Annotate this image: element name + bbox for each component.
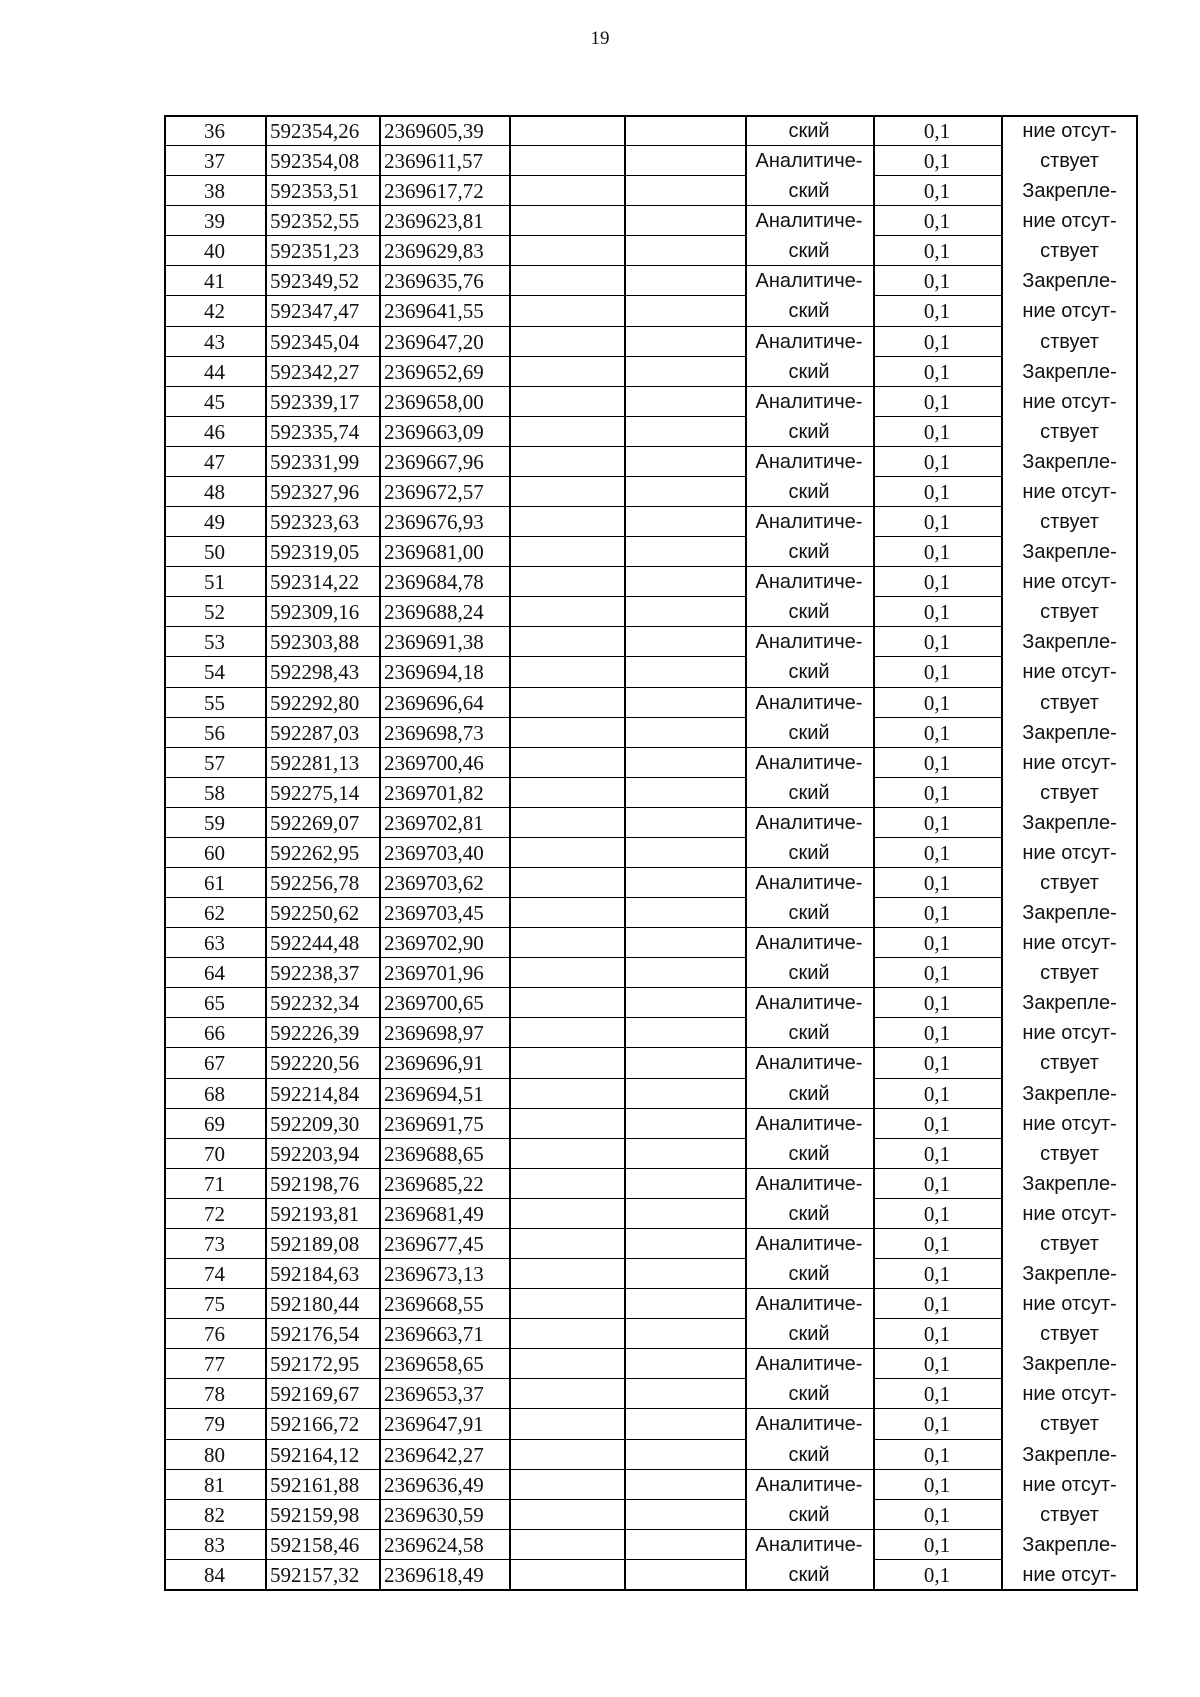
accuracy-value: 0,1 (923, 269, 951, 293)
description-text: Закрепле- (1022, 541, 1117, 563)
point-number: 76 (204, 1322, 225, 1346)
description-text: Закрепле- (1022, 722, 1117, 744)
point-number: 40 (204, 239, 225, 263)
method-text: ский (788, 120, 830, 142)
point-number: 51 (204, 570, 225, 594)
description-text: Закрепле- (1022, 812, 1117, 834)
method-text: ский (788, 1143, 830, 1165)
coordinate-y: 2369647,20 (384, 330, 484, 354)
description-text: Закрепле- (1022, 902, 1117, 924)
coordinate-y: 2369635,76 (384, 269, 484, 293)
point-number: 82 (204, 1503, 225, 1527)
accuracy-value: 0,1 (923, 510, 951, 534)
accuracy-value: 0,1 (923, 1082, 951, 1106)
method-text: Аналитиче- (755, 752, 863, 774)
coordinate-y: 2369685,22 (384, 1172, 484, 1196)
accuracy-value: 0,1 (923, 360, 951, 384)
method-text: Аналитиче- (755, 872, 863, 894)
coordinate-x: 592342,27 (270, 360, 360, 384)
point-number: 77 (204, 1352, 225, 1376)
point-number: 55 (204, 691, 225, 715)
point-number: 81 (204, 1473, 225, 1497)
accuracy-value: 0,1 (923, 1172, 951, 1196)
accuracy-value: 0,1 (923, 1202, 951, 1226)
description-text: Закрепле- (1022, 451, 1117, 473)
description-text: ние отсут- (1022, 300, 1117, 322)
point-number: 75 (204, 1292, 225, 1316)
accuracy-value: 0,1 (923, 1021, 951, 1045)
accuracy-value: 0,1 (923, 1503, 951, 1527)
method-text: ский (788, 1504, 830, 1526)
description-text: ствует (1040, 421, 1099, 443)
coordinate-x: 592323,63 (270, 510, 360, 534)
description-text: ствует (1040, 1504, 1099, 1526)
method-text: ский (788, 300, 830, 322)
method-text: Аналитиче- (755, 692, 863, 714)
coordinate-x: 592180,44 (270, 1292, 360, 1316)
coordinate-y: 2369636,49 (384, 1473, 484, 1497)
coordinate-x: 592292,80 (270, 691, 360, 715)
description-text: ние отсут- (1022, 210, 1117, 232)
description-text: ствует (1040, 1413, 1099, 1435)
coordinate-y: 2369703,62 (384, 871, 484, 895)
point-number: 79 (204, 1412, 225, 1436)
accuracy-value: 0,1 (923, 1292, 951, 1316)
point-number: 57 (204, 751, 225, 775)
point-number: 72 (204, 1202, 225, 1226)
coordinate-y: 2369696,91 (384, 1051, 484, 1075)
coordinate-x: 592269,07 (270, 811, 360, 835)
coordinate-y: 2369688,65 (384, 1142, 484, 1166)
point-number: 42 (204, 299, 225, 323)
method-text: ский (788, 1444, 830, 1466)
coordinate-x: 592214,84 (270, 1082, 360, 1106)
description-text: Закрепле- (1022, 1534, 1117, 1556)
accuracy-value: 0,1 (923, 239, 951, 263)
coordinate-x: 592198,76 (270, 1172, 360, 1196)
method-text: ский (788, 1383, 830, 1405)
coordinate-y: 2369698,73 (384, 721, 484, 745)
coordinate-x: 592220,56 (270, 1051, 360, 1075)
accuracy-value: 0,1 (923, 1352, 951, 1376)
coordinate-x: 592327,96 (270, 480, 360, 504)
coordinate-y: 2369623,81 (384, 209, 484, 233)
point-number: 73 (204, 1232, 225, 1256)
accuracy-value: 0,1 (923, 390, 951, 414)
point-number: 41 (204, 269, 225, 293)
accuracy-value: 0,1 (923, 420, 951, 444)
method-text: Аналитиче- (755, 932, 863, 954)
description-text: Закрепле- (1022, 1353, 1117, 1375)
coordinate-y: 2369605,39 (384, 119, 484, 143)
method-text: Аналитиче- (755, 1293, 863, 1315)
description-text: ние отсут- (1022, 1022, 1117, 1044)
method-text: ский (788, 180, 830, 202)
description-text: ствует (1040, 150, 1099, 172)
description-text: ние отсут- (1022, 752, 1117, 774)
coordinate-y: 2369630,59 (384, 1503, 484, 1527)
point-number: 50 (204, 540, 225, 564)
coordinate-x: 592275,14 (270, 781, 360, 805)
description-text: ствует (1040, 692, 1099, 714)
accuracy-value: 0,1 (923, 1533, 951, 1557)
coordinate-y: 2369677,45 (384, 1232, 484, 1256)
description-text: ние отсут- (1022, 481, 1117, 503)
coordinate-y: 2369681,00 (384, 540, 484, 564)
coordinate-y: 2369673,13 (384, 1262, 484, 1286)
description-text: Закрепле- (1022, 992, 1117, 1014)
point-number: 62 (204, 901, 225, 925)
description-text: ствует (1040, 872, 1099, 894)
method-text: ский (788, 782, 830, 804)
method-text: ский (788, 902, 830, 924)
method-text: ский (788, 421, 830, 443)
description-text: ние отсут- (1022, 842, 1117, 864)
coordinate-y: 2369688,24 (384, 600, 484, 624)
accuracy-value: 0,1 (923, 1412, 951, 1436)
point-number: 74 (204, 1262, 225, 1286)
description-text: ние отсут- (1022, 1383, 1117, 1405)
coordinate-x: 592244,48 (270, 931, 360, 955)
point-number: 78 (204, 1382, 225, 1406)
accuracy-value: 0,1 (923, 540, 951, 564)
point-number: 39 (204, 209, 225, 233)
coordinate-x: 592169,67 (270, 1382, 360, 1406)
method-text: ский (788, 1022, 830, 1044)
column-border (624, 115, 626, 1591)
coordinate-y: 2369696,64 (384, 691, 484, 715)
method-text: ский (788, 661, 830, 683)
coordinate-y: 2369703,45 (384, 901, 484, 925)
accuracy-value: 0,1 (923, 299, 951, 323)
coordinate-x: 592354,26 (270, 119, 360, 143)
coordinate-x: 592256,78 (270, 871, 360, 895)
coordinate-x: 592166,72 (270, 1412, 360, 1436)
point-number: 44 (204, 360, 225, 384)
description-text: ствует (1040, 1323, 1099, 1345)
point-number: 65 (204, 991, 225, 1015)
coordinate-x: 592157,32 (270, 1563, 360, 1587)
coordinate-y: 2369629,83 (384, 239, 484, 263)
method-text: Аналитиче- (755, 1534, 863, 1556)
coordinate-y: 2369652,69 (384, 360, 484, 384)
coordinate-x: 592238,37 (270, 961, 360, 985)
description-text: ствует (1040, 511, 1099, 533)
coordinate-x: 592345,04 (270, 330, 360, 354)
accuracy-value: 0,1 (923, 660, 951, 684)
coordinate-y: 2369700,46 (384, 751, 484, 775)
coordinate-y: 2369611,57 (384, 149, 483, 173)
accuracy-value: 0,1 (923, 1142, 951, 1166)
description-text: ствует (1040, 601, 1099, 623)
accuracy-value: 0,1 (923, 149, 951, 173)
point-number: 54 (204, 660, 225, 684)
point-number: 70 (204, 1142, 225, 1166)
accuracy-value: 0,1 (923, 119, 951, 143)
point-number: 59 (204, 811, 225, 835)
description-text: ствует (1040, 1052, 1099, 1074)
point-number: 84 (204, 1563, 225, 1587)
coordinate-y: 2369667,96 (384, 450, 484, 474)
description-text: Закрепле- (1022, 1173, 1117, 1195)
description-text: ние отсут- (1022, 1203, 1117, 1225)
coordinate-x: 592352,55 (270, 209, 360, 233)
point-number: 64 (204, 961, 225, 985)
description-text: ствует (1040, 331, 1099, 353)
coordinate-y: 2369672,57 (384, 480, 484, 504)
coordinate-x: 592176,54 (270, 1322, 360, 1346)
point-number: 58 (204, 781, 225, 805)
point-number: 67 (204, 1051, 225, 1075)
point-number: 37 (204, 149, 225, 173)
accuracy-value: 0,1 (923, 1563, 951, 1587)
accuracy-value: 0,1 (923, 931, 951, 955)
point-number: 52 (204, 600, 225, 624)
description-text: ние отсут- (1022, 391, 1117, 413)
description-text: ние отсут- (1022, 1293, 1117, 1315)
method-text: Аналитиче- (755, 1413, 863, 1435)
method-text: ский (788, 361, 830, 383)
method-text: Аналитиче- (755, 150, 863, 172)
coordinate-x: 592339,17 (270, 390, 360, 414)
point-number: 47 (204, 450, 225, 474)
method-text: Аналитиче- (755, 631, 863, 653)
description-text: ние отсут- (1022, 661, 1117, 683)
method-text: Аналитиче- (755, 1233, 863, 1255)
coordinate-x: 592226,39 (270, 1021, 360, 1045)
method-text: ский (788, 1083, 830, 1105)
method-text: Аналитиче- (755, 210, 863, 232)
coordinate-x: 592314,22 (270, 570, 360, 594)
coordinate-x: 592354,08 (270, 149, 360, 173)
coordinate-x: 592281,13 (270, 751, 360, 775)
point-number: 68 (204, 1082, 225, 1106)
point-number: 46 (204, 420, 225, 444)
description-text: Закрепле- (1022, 361, 1117, 383)
coordinate-y: 2369663,09 (384, 420, 484, 444)
coordinate-y: 2369702,90 (384, 931, 484, 955)
point-number: 60 (204, 841, 225, 865)
description-text: ствует (1040, 782, 1099, 804)
point-number: 69 (204, 1112, 225, 1136)
accuracy-value: 0,1 (923, 781, 951, 805)
accuracy-value: 0,1 (923, 179, 951, 203)
coordinate-y: 2369676,93 (384, 510, 484, 534)
accuracy-value: 0,1 (923, 630, 951, 654)
point-number: 38 (204, 179, 225, 203)
method-text: Аналитиче- (755, 1052, 863, 1074)
point-number: 80 (204, 1443, 225, 1467)
description-text: ние отсут- (1022, 1564, 1117, 1586)
accuracy-value: 0,1 (923, 1051, 951, 1075)
accuracy-value: 0,1 (923, 841, 951, 865)
coordinate-y: 2369658,65 (384, 1352, 484, 1376)
description-text: ние отсут- (1022, 120, 1117, 142)
accuracy-value: 0,1 (923, 209, 951, 233)
method-text: ский (788, 1564, 830, 1586)
method-text: Аналитиче- (755, 511, 863, 533)
coordinate-x: 592349,52 (270, 269, 360, 293)
method-text: ский (788, 962, 830, 984)
coordinate-y: 2369624,58 (384, 1533, 484, 1557)
description-text: ствует (1040, 962, 1099, 984)
coordinate-x: 592309,16 (270, 600, 360, 624)
method-text: ский (788, 842, 830, 864)
method-text: Аналитиче- (755, 1173, 863, 1195)
coordinate-x: 592319,05 (270, 540, 360, 564)
coordinate-x: 592209,30 (270, 1112, 360, 1136)
point-number: 48 (204, 480, 225, 504)
accuracy-value: 0,1 (923, 570, 951, 594)
column-border (509, 115, 511, 1591)
accuracy-value: 0,1 (923, 1232, 951, 1256)
description-text: Закрепле- (1022, 180, 1117, 202)
description-text: Закрепле- (1022, 270, 1117, 292)
accuracy-value: 0,1 (923, 871, 951, 895)
point-number: 49 (204, 510, 225, 534)
description-text: Закрепле- (1022, 1263, 1117, 1285)
accuracy-value: 0,1 (923, 330, 951, 354)
coordinate-x: 592335,74 (270, 420, 360, 444)
coordinate-y: 2369681,49 (384, 1202, 484, 1226)
accuracy-value: 0,1 (923, 1382, 951, 1406)
accuracy-value: 0,1 (923, 961, 951, 985)
accuracy-value: 0,1 (923, 1112, 951, 1136)
coordinate-y: 2369618,49 (384, 1563, 484, 1587)
point-number: 53 (204, 630, 225, 654)
method-text: ский (788, 481, 830, 503)
method-text: Аналитиче- (755, 451, 863, 473)
coordinate-y: 2369663,71 (384, 1322, 484, 1346)
coordinate-y: 2369653,37 (384, 1382, 484, 1406)
accuracy-value: 0,1 (923, 480, 951, 504)
accuracy-value: 0,1 (923, 1443, 951, 1467)
accuracy-value: 0,1 (923, 811, 951, 835)
method-text: ский (788, 240, 830, 262)
description-text: Закрепле- (1022, 1083, 1117, 1105)
coordinate-y: 2369698,97 (384, 1021, 484, 1045)
method-text: Аналитиче- (755, 331, 863, 353)
description-text: ние отсут- (1022, 932, 1117, 954)
point-number: 63 (204, 931, 225, 955)
method-text: Аналитиче- (755, 1353, 863, 1375)
coordinate-x: 592331,99 (270, 450, 360, 474)
coordinate-x: 592287,03 (270, 721, 360, 745)
point-number: 45 (204, 390, 225, 414)
description-text: ствует (1040, 1233, 1099, 1255)
point-number: 66 (204, 1021, 225, 1045)
accuracy-value: 0,1 (923, 721, 951, 745)
method-text: Аналитиче- (755, 571, 863, 593)
coordinate-y: 2369700,65 (384, 991, 484, 1015)
accuracy-value: 0,1 (923, 1262, 951, 1286)
coordinate-x: 592184,63 (270, 1262, 360, 1286)
accuracy-value: 0,1 (923, 1473, 951, 1497)
method-text: Аналитиче- (755, 270, 863, 292)
coordinate-y: 2369701,82 (384, 781, 484, 805)
coordinate-x: 592303,88 (270, 630, 360, 654)
coordinate-x: 592353,51 (270, 179, 360, 203)
coordinate-y: 2369691,38 (384, 630, 484, 654)
coordinate-x: 592164,12 (270, 1443, 360, 1467)
point-number: 43 (204, 330, 225, 354)
coordinate-y: 2369691,75 (384, 1112, 484, 1136)
coordinate-x: 592250,62 (270, 901, 360, 925)
method-text: ский (788, 722, 830, 744)
coordinate-x: 592351,23 (270, 239, 360, 263)
description-text: ние отсут- (1022, 1113, 1117, 1135)
coordinate-y: 2369703,40 (384, 841, 484, 865)
point-number: 61 (204, 871, 225, 895)
method-text: ский (788, 1323, 830, 1345)
coordinate-y: 2369684,78 (384, 570, 484, 594)
description-text: Закрепле- (1022, 631, 1117, 653)
coordinate-y: 2369694,18 (384, 660, 484, 684)
point-number: 36 (204, 119, 225, 143)
accuracy-value: 0,1 (923, 901, 951, 925)
method-text: Аналитиче- (755, 391, 863, 413)
coordinate-y: 2369647,91 (384, 1412, 484, 1436)
description-text: ние отсут- (1022, 571, 1117, 593)
coordinate-x: 592172,95 (270, 1352, 360, 1376)
point-number: 56 (204, 721, 225, 745)
coordinate-y: 2369641,55 (384, 299, 484, 323)
method-text: Аналитиче- (755, 1113, 863, 1135)
description-text: ние отсут- (1022, 1474, 1117, 1496)
coordinate-x: 592189,08 (270, 1232, 360, 1256)
accuracy-value: 0,1 (923, 991, 951, 1015)
coordinate-x: 592262,95 (270, 841, 360, 865)
accuracy-value: 0,1 (923, 1322, 951, 1346)
coordinate-y: 2369701,96 (384, 961, 484, 985)
accuracy-value: 0,1 (923, 751, 951, 775)
method-text: ский (788, 541, 830, 563)
accuracy-value: 0,1 (923, 691, 951, 715)
coordinate-y: 2369702,81 (384, 811, 484, 835)
coordinate-x: 592161,88 (270, 1473, 360, 1497)
method-text: Аналитиче- (755, 1474, 863, 1496)
point-number: 83 (204, 1533, 225, 1557)
description-text: Закрепле- (1022, 1444, 1117, 1466)
method-text: ский (788, 1203, 830, 1225)
coordinate-x: 592158,46 (270, 1533, 360, 1557)
description-text: ствует (1040, 1143, 1099, 1165)
coordinate-y: 2369668,55 (384, 1292, 484, 1316)
method-text: Аналитиче- (755, 812, 863, 834)
coordinate-x: 592347,47 (270, 299, 360, 323)
method-text: Аналитиче- (755, 992, 863, 1014)
coordinates-table (164, 115, 1138, 1589)
accuracy-value: 0,1 (923, 600, 951, 624)
coordinate-x: 592232,34 (270, 991, 360, 1015)
coordinate-y: 2369694,51 (384, 1082, 484, 1106)
coordinate-y: 2369658,00 (384, 390, 484, 414)
point-number: 71 (204, 1172, 225, 1196)
coordinate-x: 592298,43 (270, 660, 360, 684)
description-text: ствует (1040, 240, 1099, 262)
coordinate-x: 592159,98 (270, 1503, 360, 1527)
accuracy-value: 0,1 (923, 450, 951, 474)
method-text: ский (788, 601, 830, 623)
coordinate-x: 592193,81 (270, 1202, 360, 1226)
coordinate-y: 2369642,27 (384, 1443, 484, 1467)
coordinate-x: 592203,94 (270, 1142, 360, 1166)
page-number: 19 (590, 28, 610, 49)
coordinate-y: 2369617,72 (384, 179, 484, 203)
method-text: ский (788, 1263, 830, 1285)
